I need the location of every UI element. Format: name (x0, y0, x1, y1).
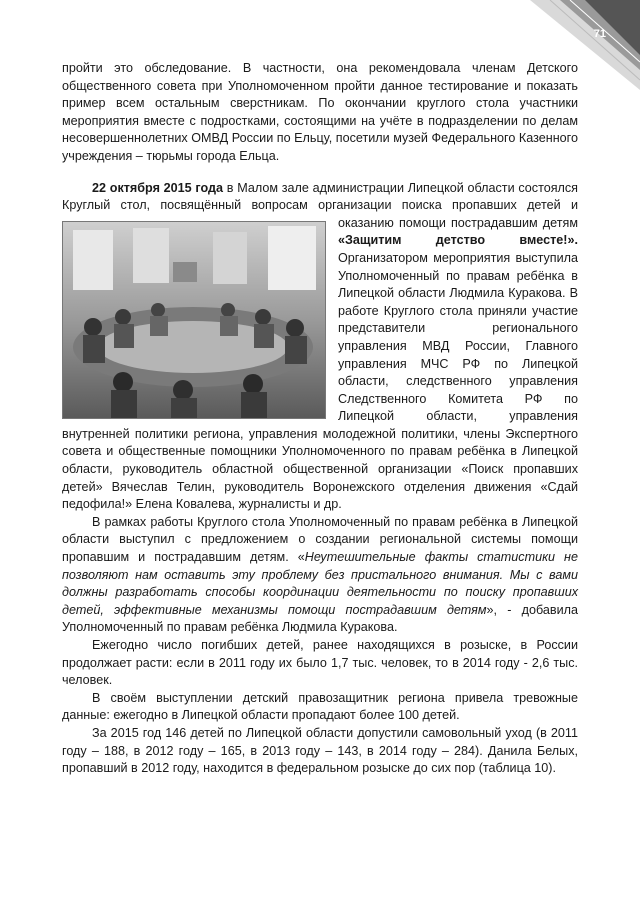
quote: Неутешительные факты статистики не позволяют нам оставить эту проблему без пристального внимания. Мы с вами должны разработать способы координации деятельности по поиску пропавших детей, эффективные механизмы помощи пострадавшим детям (62, 550, 578, 617)
event-date: 22 октября 2015 года (92, 180, 224, 195)
paragraph-1: пройти это обследование. В частности, она рекомендовала членам Детского общественного совета при Уполномоченном пройти данное тестирование и показать пример всем остальным сверстникам. По окончании круглого стола участники мероприятия вместе с подростками, состоящими на учёте в подразделении по делам несовершеннолетних ОМВД России по Ельцу, посетили музей Федерального Казенного учреждения – тюрьмы города Ельца. (62, 61, 578, 163)
page-number: 71 (593, 28, 606, 40)
paragraph-3-text-b: », - добавила Уполномоченный по правам ребёнка Людмила Куракова. (62, 602, 578, 635)
paragraph-2 (62, 180, 578, 514)
event-title: «Защитим детство вместе!». (338, 233, 578, 248)
paragraph-2-text-a: в Малом зале администрации Липецкой области состоялся Круглый стол, посвящённый вопросам организации поиска пропавших детей и оказанию помощи пострадавшим детям (62, 180, 579, 230)
event-photo (62, 221, 326, 419)
paragraph-2-text-b: Организатором мероприятия выступила Уполномоченный по правам ребёнка в Липецкой области Людмила Куракова. В работе Круглого стола приняли участие представители регионального управления МВД России, Главного управления МЧС РФ по Липецкой области, следственного управления Следственного Комитета РФ по Липецкой области, управления внутренней политики региона, управления молодежной политики, члены Экспертного совета и общественные помощники Уполномоченного по правам ребёнка в Липецкой области, руководитель областной общественной организации «Поиск пропавших детей» Вячеслав Телин, руководитель Воронежского отделения движения «Сдай педофила!» Елена Ковалева, журналисты и др. (62, 250, 578, 512)
paragraph-3 (62, 514, 578, 637)
paragraph-5: В своём выступлении детский правозащитник региона привела тревожные данные: ежегодно в Липецкой области пропадают более 100 детей. (62, 690, 578, 723)
document-body (62, 60, 578, 778)
paragraph-4: Ежегодно число погибших детей, ранее находящихся в розыске, в России продолжает расти: если в 2011 году их было 1,7 тыс. человек, то в 2014 году - 2,6 тыс. человек. (62, 638, 578, 688)
paragraph-3-text-a: В рамках работы Круглого стола Уполномоченный по правам ребёнка в Липецкой области выступил с предложением о создании региональной системы помощи пропавшим и пострадавшим детям. « (62, 514, 578, 565)
paragraph-6: За 2015 год 146 детей по Липецкой области допустили самовольный уход (в 2011 году – 188, в 2012 году – 165, в 2013 году – 143, в 2014 году – 284). Данила Белых, пропавший в 2012 году, находится в федеральном розыске до сих пор (таблица 10). (62, 725, 578, 776)
